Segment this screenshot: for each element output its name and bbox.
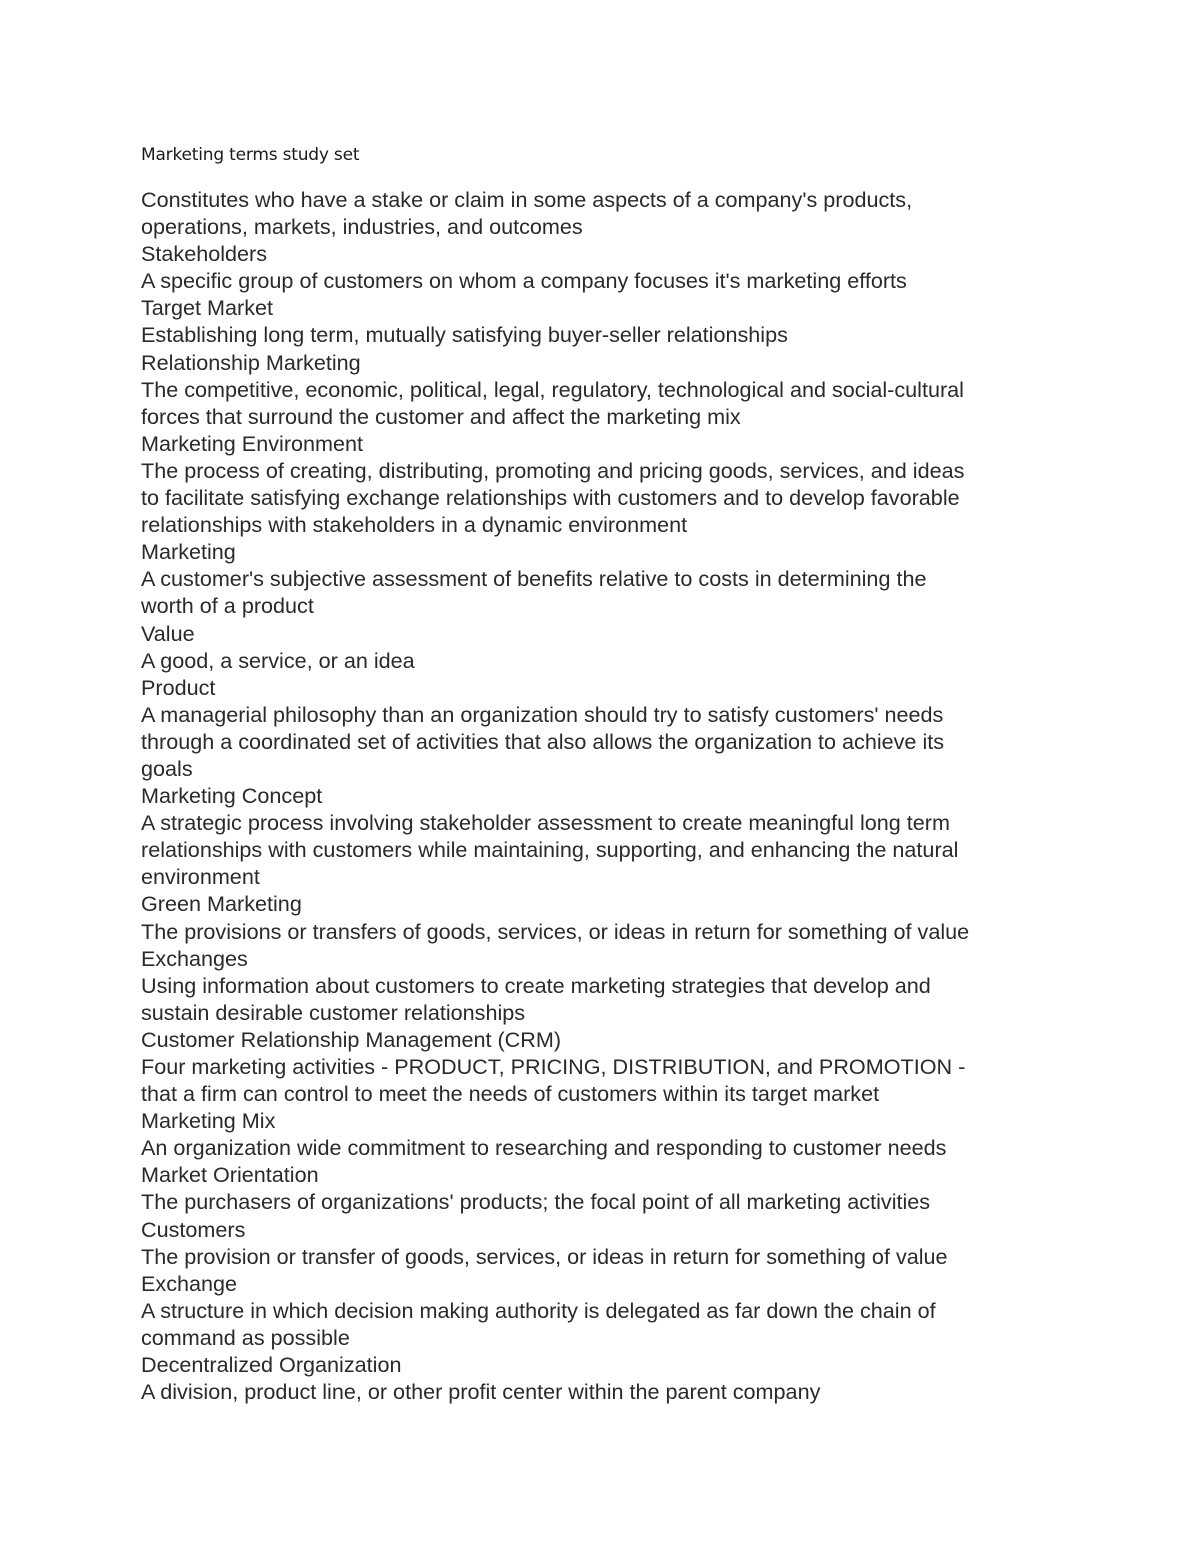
text-line: A managerial philosophy than an organization should try to satisfy customers' needs <box>141 701 944 727</box>
text-line: goals <box>141 755 193 781</box>
text-line: Establishing long term, mutually satisfying buyer-seller relationships <box>141 322 788 348</box>
text-line: sustain desirable customer relationships <box>141 999 526 1025</box>
text-line: A good, a service, or an idea <box>141 647 415 673</box>
text-line: operations, markets, industries, and outcomes <box>141 214 583 240</box>
text-line: Green Marketing <box>141 891 302 917</box>
text-line: The provision or transfer of goods, services, or ideas in return for something of value <box>141 1243 948 1269</box>
text-line: relationships with stakeholders in a dynamic environment <box>141 512 688 538</box>
text-line: environment <box>141 864 260 890</box>
text-line: that a firm can control to meet the needs of customers within its target market <box>141 1081 880 1107</box>
text-line: worth of a product <box>141 593 314 619</box>
text-line: The competitive, economic, political, legal, regulatory, technological and social-cultural <box>141 376 964 402</box>
text-line: The provisions or transfers of goods, services, or ideas in return for something of value <box>141 918 970 944</box>
text-line: Product <box>141 674 216 700</box>
text-line: Marketing <box>141 539 236 565</box>
text-line: Exchange <box>141 1270 238 1296</box>
text-line: Value <box>141 620 195 646</box>
text-line: Target Market <box>141 295 274 321</box>
text-line: Decentralized Organization <box>141 1352 402 1378</box>
document-title: Marketing terms study set <box>141 145 360 165</box>
text-line: forces that surround the customer and affect the marketing mix <box>141 403 741 429</box>
text-line: Customers <box>141 1216 246 1242</box>
text-line: A structure in which decision making authority is delegated as far down the chain of <box>141 1297 936 1323</box>
text-line: to facilitate satisfying exchange relationships with customers and to develop favorable <box>141 485 960 511</box>
text-line: Four marketing activities - PRODUCT, PRICING, DISTRIBUTION, and PROMOTION - <box>141 1054 966 1079</box>
text-line: Marketing Mix <box>141 1108 276 1134</box>
text-line: The process of creating, distributing, promoting and pricing goods, services, and ideas <box>141 457 965 483</box>
text-line: A customer's subjective assessment of benefits relative to costs in determining the <box>141 566 927 592</box>
text-line: Marketing Environment <box>141 430 364 456</box>
text-line: The purchasers of organizations' products; the focal point of all marketing activities <box>141 1189 931 1215</box>
text-line: Constitutes who have a stake or claim in some aspects of a company's products, <box>141 187 913 212</box>
text-line: A division, product line, or other profit center within the parent company <box>141 1379 821 1405</box>
text-line: Relationship Marketing <box>141 349 361 375</box>
text-line: An organization wide commitment to researching and responding to customer needs <box>141 1135 947 1161</box>
text-line: Market Orientation <box>141 1162 319 1188</box>
text-line: Marketing Concept <box>141 783 323 809</box>
text-line: A strategic process involving stakeholder assessment to create meaningful long term <box>141 810 950 836</box>
text-line: Exchanges <box>141 945 248 971</box>
document-body <box>141 186 1061 1405</box>
text-line: through a coordinated set of activities that also allows the organization to achieve its <box>141 728 945 754</box>
text-line: Using information about customers to create marketing strategies that develop and <box>141 972 931 998</box>
text-line: command as possible <box>141 1324 350 1350</box>
text-line: A specific group of customers on whom a company focuses it's marketing efforts <box>141 268 907 294</box>
text-line: Customer Relationship Management (CRM) <box>141 1026 562 1052</box>
text-line: Stakeholders <box>141 241 268 267</box>
text-line: relationships with customers while maintaining, supporting, and enhancing the natural <box>141 837 959 863</box>
